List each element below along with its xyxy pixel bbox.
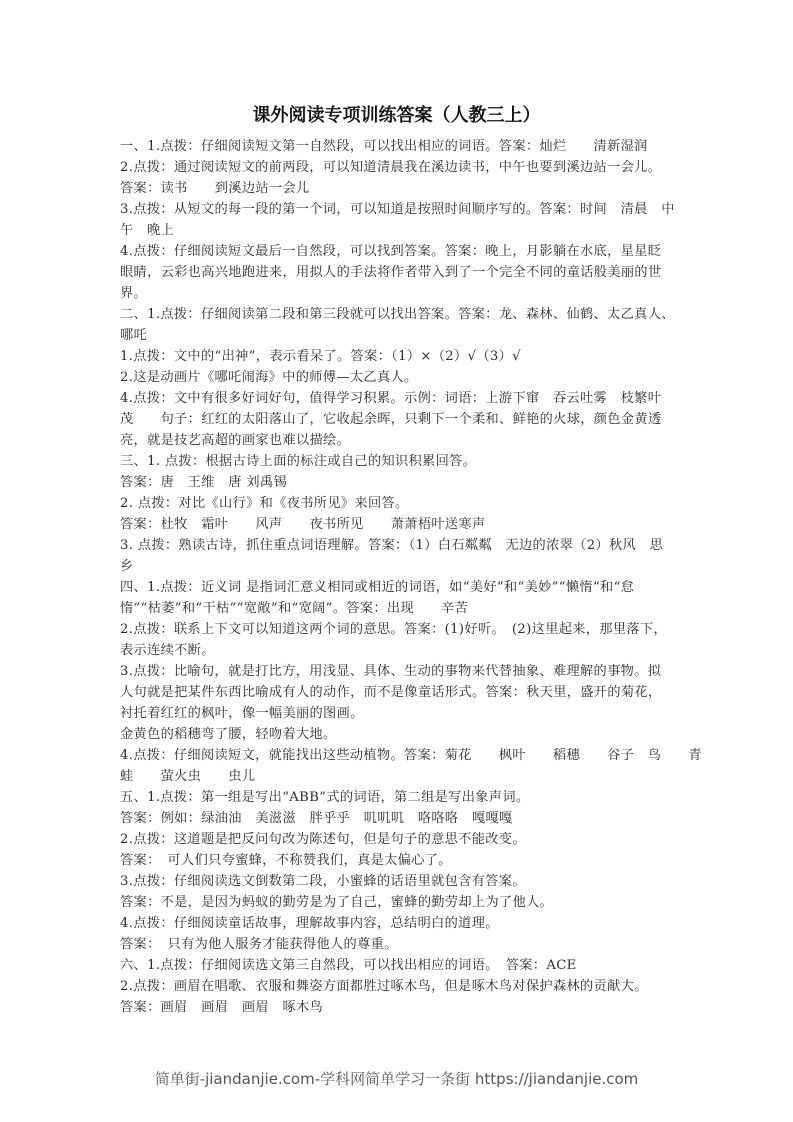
answer-body (120, 136, 702, 1018)
text-line: 3.点拨：从短文的每一段的第一个词，可以知道是按照时间顺序写的。答案：时间 清晨 中 (120, 202, 675, 217)
text-line: 2. 点拨：对比《山行》和《夜书所见》来回答。 (120, 496, 409, 511)
text-line: 惰”“枯萎”和“干枯”“宽敞”和“宽阔”。答案：出现 辛苦 (120, 601, 469, 616)
text-line: 答案： 可人们只夸蜜蜂，不称赞我们，真是太偏心了。 (120, 853, 452, 868)
text-line: 一、1.点拨：仔细阅读短文第一自然段，可以找出相应的词语。答案：灿烂 清新湿润 (120, 139, 648, 154)
text-line: 3. 点拨：熟读古诗，抓住重点词语理解。答案：（1）白石粼粼 无边的浓翠（2）秋风 思 (120, 538, 664, 553)
text-line: 三、1. 点拨：根据古诗上面的标注或自己的知识积累回答。 (120, 454, 477, 469)
text-line: 人句就是把某件东西比喻成有人的动作，而不是像童话形式。答案：秋天里，盛开的菊花， (120, 685, 662, 700)
text-line: 4.点拨：仔细阅读短文，就能找出这些动植物。答案：菊花 枫叶 稻穗 谷子 鸟 青 (120, 748, 702, 763)
text-line: 2.点拨：通过阅读短文的前两段，可以知道清晨我在溪边读书，中午也要到溪边站一会儿。 (120, 160, 662, 175)
text-line: 2.这是动画片《哪吒闹海》中的师傅—太乙真人。 (120, 370, 418, 385)
text-line: 答案：例如：绿油油 美滋滋 胖乎乎 叽叽叽 咯咯咯 嘎嘎嘎 (120, 811, 513, 826)
text-line: 午 晚上 (120, 223, 175, 238)
text-line: 蛙 萤火虫 虫儿 (120, 769, 256, 784)
text-line: 1.点拨：文中的“出神”，表示看呆了。答案：（1）×（2）√（3）√ (120, 349, 521, 364)
text-line: 四、1.点拨：近义词 是指词汇意义相同或相近的词语，如“美好”和“美妙”“懒惰”和“怠 (120, 580, 635, 595)
text-line: 答案：不是，是因为蚂蚁的勤劳是为了自己，蜜蜂的勤劳却上为了他人。 (120, 895, 554, 910)
text-line: 2.点拨：这道题是把反问句改为陈述句，但是句子的意思不能改变。 (120, 832, 526, 847)
text-line: 3.点拨：比喻句，就是打比方，用浅显、具体、生动的事物来代替抽象、难理解的事物。拟 (120, 664, 662, 679)
text-line: 表示连续不断。 (120, 643, 215, 658)
text-line: 二、1.点拨：仔细阅读第二段和第三段就可以找出答案。答案：龙、森林、仙鹤、太乙真人、 (120, 307, 675, 322)
text-line: 2.点拨：联系上下文可以知道这两个词的意思。答案：(1)好听。 (2)这里起来，那里落下， (120, 622, 668, 637)
text-line: 哪吒 (120, 328, 148, 343)
text-line: 金黄色的稻穗弯了腰，轻吻着大地。 (120, 727, 337, 742)
text-line: 4.点拨：文中有很多好词好句，值得学习积累。示例：词语：上游下窜 吞云吐雾 枝繁叶 (120, 391, 662, 406)
text-line: 答案：杜牧 霜叶 风声 夜书所见 萧萧梧叶送寒声 (120, 517, 486, 532)
text-line: 亮，就是技艺高超的画家也难以描绘。 (120, 433, 351, 448)
text-line: 五、1.点拨：第一组是写出“ABB”式的词语，第二组是写出象声词。 (120, 790, 530, 805)
text-line: 答案：唐 王维 唐 刘禹锡 (120, 475, 287, 490)
text-line: 衬托着红红的枫叶，像一幅美丽的图画。 (120, 706, 364, 721)
page-title: 课外阅读专项训练答案（人教三上） (252, 105, 541, 126)
text-line: 答案：画眉 画眉 画眉 啄木鸟 (120, 1000, 324, 1015)
text-line: 茂 句子：红红的太阳落山了，它收起余晖，只剩下一个柔和、鲜艳的火球，颜色金黄透 (120, 412, 662, 427)
text-line: 3.点拨：仔细阅读选文倒数第二段，小蜜蜂的话语里就包含有答案。 (120, 874, 526, 889)
text-line: 2.点拨：画眉在唱歌、衣服和舞姿方面都胜过啄木鸟，但是啄木鸟对保护森林的贡献大。 (120, 979, 648, 994)
text-line: 答案：读书 到溪边站一会儿 (120, 181, 310, 196)
text-line: 界。 (120, 286, 148, 301)
text-line: 眼睛，云彩也高兴地跑进来，用拟人的手法将作者带入到了一个完全不同的童话般美丽的世 (120, 265, 662, 280)
text-line: 4.点拨：仔细阅读童话故事，理解故事内容，总结明白的道理。 (120, 916, 499, 931)
text-line: 答案： 只有为他人服务才能获得他人的尊重。 (120, 937, 398, 952)
text-line: 4.点拨：仔细阅读短文最后一自然段，可以找到答案。答案：晚上，月影躺在水底，星星眨 (120, 244, 662, 259)
footer-watermark: 简单街-jiandanjie.com-学科网简单学习一条街 https://jiandanjie.com (154, 1070, 639, 1088)
text-line: 乡 (120, 559, 134, 574)
text-line: 六、1.点拨：仔细阅读选文第三自然段，可以找出相应的词语。 答案：ACE (120, 958, 577, 973)
